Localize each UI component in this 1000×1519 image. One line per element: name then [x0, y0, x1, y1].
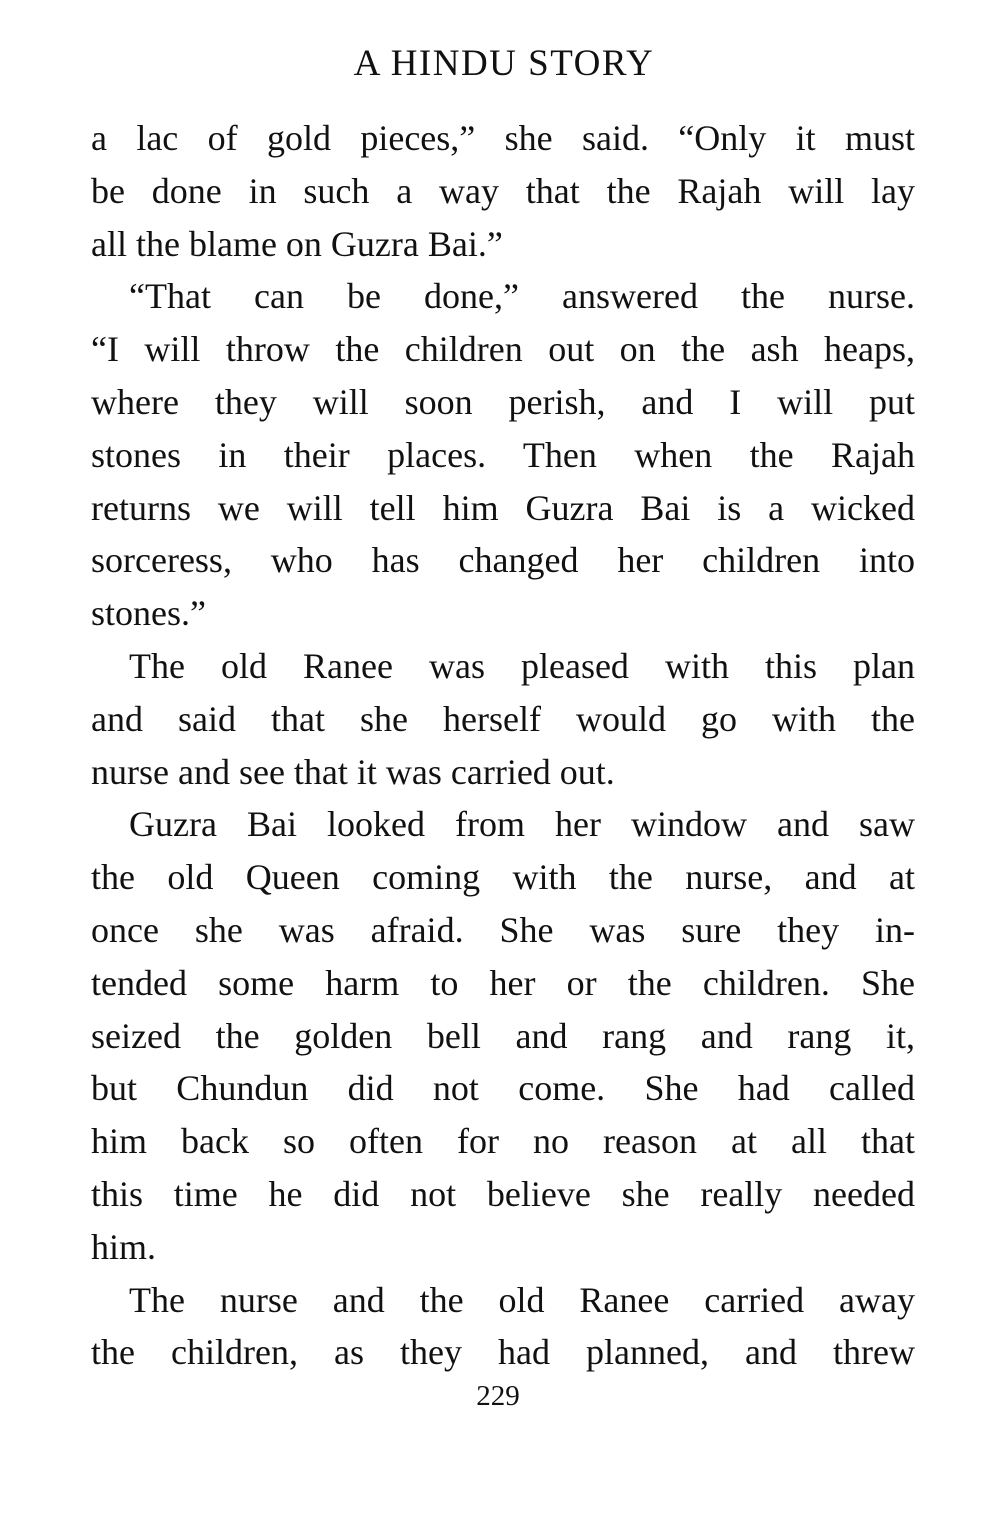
text-line: “That can be done,” answered the nurse. — [129, 276, 915, 317]
text-line: a lac of gold pieces,” she said. “Only it must — [91, 118, 915, 158]
text-line: where they will soon perish, and I will put — [91, 381, 915, 422]
body-text — [91, 112, 915, 1379]
text-line: him back so often for no reason at all that — [91, 1121, 915, 1162]
text-line: the old Queen coming with the nurse, and at — [91, 857, 915, 898]
text-line: be done in such a way that the Rajah will lay — [91, 170, 915, 211]
text-line: seized the golden bell and rang and rang it, — [91, 1015, 915, 1056]
text-line: “I will throw the children out on the ash heaps, — [91, 329, 915, 370]
text-line: The old Ranee was pleased with this plan — [129, 645, 915, 686]
text-line: stones.” — [91, 593, 206, 634]
text-line: Guzra Bai looked from her window and saw — [129, 804, 915, 845]
text-line: him. — [91, 1226, 157, 1267]
text-line: tended some harm to her or the children. She — [91, 962, 915, 1003]
text-line: stones in their places. Then when the Rajah — [91, 434, 915, 475]
text-line: this time he did not believe she really needed — [91, 1173, 915, 1214]
text-line: but Chundun did not come. She had called — [91, 1068, 915, 1109]
text-line: the children, as they had planned, and threw — [91, 1332, 915, 1373]
text-line: nurse and see that it was carried out. — [91, 751, 615, 792]
text-line: once she was afraid. She was sure they in- — [91, 909, 915, 950]
page-number: 229 — [476, 1380, 520, 1412]
running-head: A HINDU STORY — [353, 43, 655, 84]
text-line: The nurse and the old Ranee carried away — [129, 1279, 915, 1320]
text-line: returns we will tell him Guzra Bai is a wicked — [91, 487, 915, 528]
text-line: and said that she herself would go with the — [91, 698, 915, 739]
text-line: sorceress, who has changed her children into — [91, 540, 915, 581]
text-line: all the blame on Guzra Bai.” — [91, 223, 503, 264]
